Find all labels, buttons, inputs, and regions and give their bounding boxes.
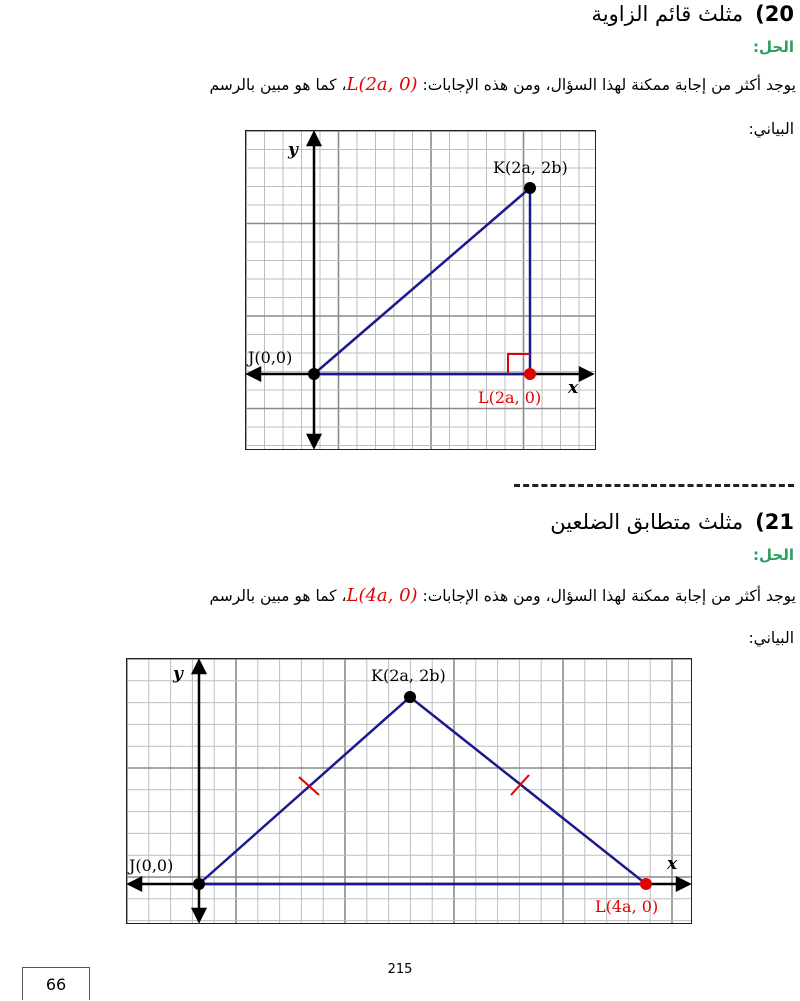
point-K-label: K(2a, 2b) <box>371 666 446 685</box>
question-number: 21) <box>755 510 794 534</box>
answer-continuation: البياني: <box>748 120 794 138</box>
question-20-heading <box>591 2 794 26</box>
point-K <box>404 691 416 703</box>
side-JK <box>314 188 530 374</box>
x-axis-label: x <box>667 854 678 874</box>
answer-continuation: البياني: <box>748 629 794 647</box>
answer-tail: ، كما هو مبين بالرسم <box>209 587 347 605</box>
point-L-label: L(2a, 0) <box>478 388 542 407</box>
point-L <box>640 878 652 890</box>
answer-line <box>209 585 796 606</box>
point-J-label: J(0,0) <box>248 348 293 367</box>
answer-math: L(2a, 0) <box>346 74 418 95</box>
question-title: مثلث متطابق الضلعين <box>550 510 744 534</box>
point-K-label: K(2a, 2b) <box>493 158 568 177</box>
side-JK <box>199 697 410 884</box>
y-axis-arrow-up <box>308 133 320 145</box>
y-axis-label: y <box>173 664 183 684</box>
y-axis-label: y <box>288 140 298 160</box>
graph-isosceles-triangle <box>126 658 692 924</box>
solution-label: الحل: <box>753 546 794 564</box>
point-L <box>524 368 536 380</box>
question-title: مثلث قائم الزاوية <box>591 2 744 26</box>
point-L-label: L(4a, 0) <box>595 897 659 916</box>
point-J <box>193 878 205 890</box>
answer-text: يوجد أكثر من إجابة ممكنة لهذا السؤال، ومن هذه الإجابات: <box>417 76 796 94</box>
answer-text: يوجد أكثر من إجابة ممكنة لهذا السؤال، ومن هذه الإجابات: <box>417 587 796 605</box>
x-axis-arrow-left <box>129 878 141 890</box>
page-box: 66 <box>22 967 90 1000</box>
x-axis-arrow-right <box>580 368 592 380</box>
x-axis-arrow-left <box>248 368 260 380</box>
point-J-label: J(0,0) <box>129 856 174 875</box>
y-axis-arrow-down <box>193 909 205 921</box>
graph-right-triangle <box>245 130 596 450</box>
point-K <box>524 182 536 194</box>
grid <box>246 131 595 449</box>
side-KL <box>410 697 646 884</box>
answer-tail: ، كما هو مبين بالرسم <box>209 76 347 94</box>
page-number: 215 <box>387 962 413 977</box>
solution-label: الحل: <box>753 38 794 56</box>
x-axis-label: x <box>568 378 579 398</box>
answer-math: L(4a, 0) <box>346 585 418 606</box>
y-axis-arrow-up <box>193 661 205 673</box>
point-J <box>308 368 320 380</box>
answer-line <box>209 74 796 95</box>
question-21-heading <box>550 510 794 534</box>
section-separator <box>514 484 794 487</box>
x-axis-arrow-right <box>677 878 689 890</box>
question-number: 20) <box>755 2 794 26</box>
